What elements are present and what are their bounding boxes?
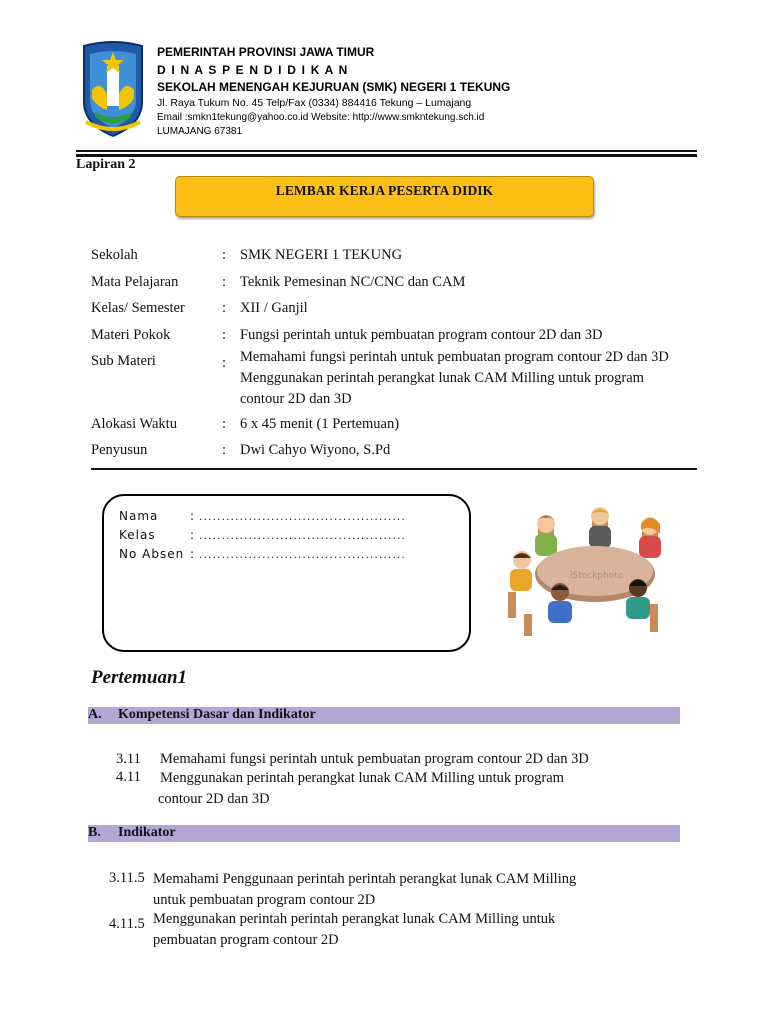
letterhead-government: PEMERINTAH PROVINSI JAWA TIMUR [157,45,375,59]
student-colon: : [190,528,195,542]
section-b-title: Indikator [118,825,176,840]
section-b-letter: B. [88,825,101,840]
info-value-alokasi: 6 x 45 menit (1 Pertemuan) [240,416,400,432]
info-colon: : [222,355,227,371]
info-colon: : [222,247,227,263]
worksheet-title: LEMBAR KERJA PESERTA DIDIK [275,183,494,198]
letterhead-contact: Email :smkn1tekung@yahoo.co.id Website: http://www.smkntekung.sch.id [157,112,485,123]
info-value-penyusun: Dwi Cahyo Wiyono, S.Pd [240,442,391,458]
kd-number: 3.11 [116,751,141,767]
indicator-number: 3.11.5 [109,870,145,886]
info-colon: : [222,327,227,343]
letterhead-city: LUMAJANG 67381 [157,126,243,137]
meeting-heading: Pertemuan1 [91,667,188,688]
student-colon: : [190,509,195,523]
info-label-kelas: Kelas/ Semester [91,300,185,316]
student-kelas-field[interactable]: .............................................. [199,529,406,542]
info-value-sekolah: SMK NEGERI 1 TEKUNG [240,247,403,263]
info-value-sub-line1: Memahami fungsi perintah untuk pembuatan program contour 2D dan 3D [240,349,669,365]
info-value-kelas: XII / Ganjil [240,300,308,316]
info-label-materi: Materi Pokok [91,327,171,343]
info-label-penyusun: Penyusun [91,442,148,458]
indicator-text: Memahami Penggunaan perintah perintah perangkat lunak CAM Milling [153,871,577,887]
info-label-mapel: Mata Pelajaran [91,274,179,290]
section-a-letter: A. [88,707,102,722]
student-nama-field[interactable]: .............................................. [199,510,406,523]
indicator-text-cont: untuk pembuatan program contour 2D [153,892,376,908]
kd-text: Menggunakan perintah perangkat lunak CAM Milling untuk program [160,770,564,786]
letterhead-rule-thick [76,154,697,157]
letterhead-agency: D I N A S P E N D I D I K A N [157,63,349,77]
student-absen-field[interactable]: .............................................. [199,548,406,561]
info-colon: : [222,300,227,316]
student-absen-label: No Absen [119,547,185,561]
round-table-discussion-illustration [500,494,677,649]
student-kelas-label: Kelas [119,528,156,542]
section-a-title: Kompetensi Dasar dan Indikator [118,707,316,722]
info-colon: : [222,416,227,432]
student-nama-label: Nama [119,509,159,523]
info-value-sub-line3: contour 2D dan 3D [240,391,352,407]
info-colon: : [222,442,227,458]
illustration-watermark: iStockphoto [570,571,624,581]
info-colon: : [222,274,227,290]
kd-number: 4.11 [116,769,141,785]
school-emblem-logo [80,40,146,138]
student-colon: : [190,547,195,561]
info-value-sub-line2: Menggunakan perintah perangkat lunak CAM Milling untuk program [240,370,644,386]
info-value-materi: Fungsi perintah untuk pembuatan program contour 2D dan 3D [240,327,603,343]
indicator-text-cont: pembuatan program contour 2D [153,932,339,948]
info-value-mapel: Teknik Pemesinan NC/CNC dan CAM [240,274,466,290]
indicator-text: Menggunakan perintah perintah perangkat lunak CAM Milling untuk [153,911,556,927]
indicator-number: 4.11.5 [109,916,145,932]
kd-text: Memahami fungsi perintah untuk pembuatan program contour 2D dan 3D [160,751,589,767]
kd-text-cont: contour 2D dan 3D [158,791,270,807]
letterhead-address: Jl. Raya Tukum No. 45 Telp/Fax (0334) 884416 Tekung – Lumajang [157,97,472,109]
letterhead-rule-thin [76,150,697,152]
info-label-alokasi: Alokasi Waktu [91,416,177,432]
info-label-sub: Sub Materi [91,353,156,369]
info-label-sekolah: Sekolah [91,247,138,263]
section-b-bar [88,825,680,842]
attachment-label: Lapiran 2 [76,157,136,172]
worksheet-title-banner [175,176,594,217]
letterhead-school: SEKOLAH MENENGAH KEJURUAN (SMK) NEGERI 1 TEKUNG [157,80,511,94]
info-divider [91,468,697,470]
